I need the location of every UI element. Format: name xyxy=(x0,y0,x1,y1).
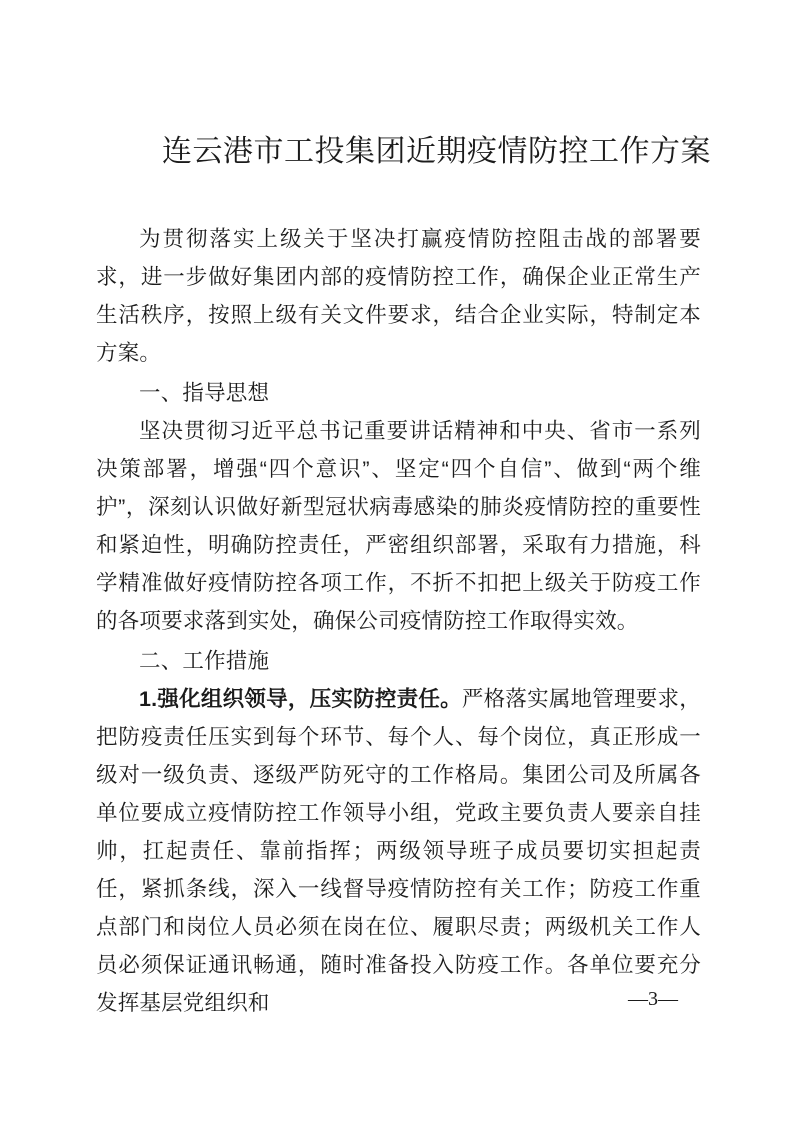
measure-1-paragraph xyxy=(96,680,701,1022)
intro-paragraph: 为贯彻落实上级关于坚决打赢疫情防控阻击战的部署要求，进一步做好集团内部的疫情防控工作，确保企业正常生产生活秩序，按照上级有关文件要求，结合企业实际，特制定本方案。 xyxy=(96,227,701,365)
measure-1-body: 严格落实属地管理要求，把防疫责任压实到每个环节、每个人、每个岗位，真正形成一级对一级负责、逐级严防死守的工作格局。集团公司及所属各单位要成立疫情防控工作领导小组，党政主要负责人要亲自挂帅，扛起责任、靠前指挥；两级领导班子成员要切实担起责任，紧抓条线，深入一线督导疫情防控有关工作；防疫工作重点部门和岗位人员必须在岗在位、履职尽责；两级机关工作人员必须保证通讯畅通，随时准备投入防疫工作。各单位要充分发挥基层党组织和 xyxy=(96,687,701,1015)
section-heading-2: 二、工作措施 xyxy=(139,649,270,673)
page-number: —3— xyxy=(628,988,678,1010)
section-heading-1: 一、指导思想 xyxy=(139,381,270,405)
document-title: 连云港市工投集团近期疫情防控工作方案 xyxy=(162,135,711,168)
section-1-body: 坚决贯彻习近平总书记重要讲话精神和中央、省市一系列决策部署，增强“四个意识”、坚定“四个自信”、做到“两个维护”，深刻认识做好新型冠状病毒感染的肺炎疫情防控的重要性和紧迫性，明确防控责任，严密组织部署，采取有力措施，科学精准做好疫情防控各项工作，不折不扣把上级关于防疫工作的各项要求落到实处，确保公司疫情防控工作取得实效。 xyxy=(96,419,701,633)
measure-1-lead: 1.强化组织领导，压实防控责任。 xyxy=(139,687,462,711)
